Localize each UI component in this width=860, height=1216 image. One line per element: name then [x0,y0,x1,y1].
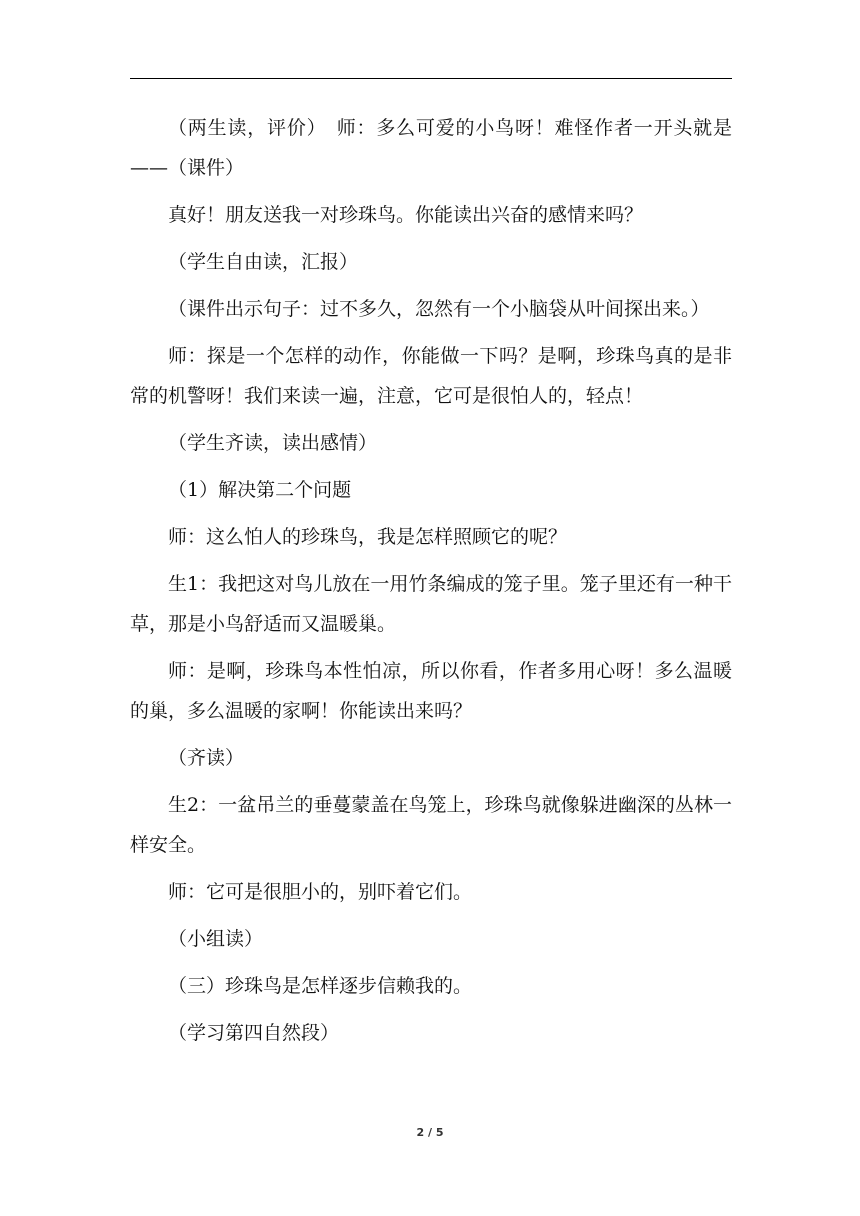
paragraph: （学生自由读，汇报） [168,251,359,273]
paragraph: （三）珍珠鸟是怎样逐步信赖我的。 [168,975,473,997]
paragraph: 师：它可是很胆小的，别吓着它们。 [168,881,473,903]
page-number: 2 / 5 [416,1126,444,1139]
paragraph: （课件出示句子：过不多久，忽然有一个小脑袋从叶间探出来。） [168,298,710,320]
paragraph: （齐读） [168,747,245,769]
paragraph: 真好！朋友送我一对珍珠鸟。你能读出兴奋的感情来吗？ [168,204,644,226]
paragraph: 生2：一盆吊兰的垂蔓蒙盖在鸟笼上，珍珠鸟就像躲进幽深的丛林一样安全。 [130,794,732,856]
paragraph: 师：这么怕人的珍珠鸟，我是怎样照顾它的呢？ [168,526,568,548]
header-rule [130,78,732,79]
paragraph: （学习第四自然段） [168,1022,340,1044]
paragraph: （小组读） [168,928,264,950]
document-body [130,108,732,1060]
paragraph: （两生读，评价） 师：多么可爱的小鸟呀！难怪作者一开头就是——（课件） [130,117,732,179]
paragraph: （1）解决第二个问题 [168,479,352,501]
paragraph: （学生齐读，读出感情） [168,432,378,454]
paragraph: 师：探是一个怎样的动作，你能做一下吗？是啊，珍珠鸟真的是非常的机警呀！我们来读一遍，注意，它可是很怕人的，轻点！ [130,345,732,407]
paragraph: 生1：我把这对鸟儿放在一用竹条编成的笼子里。笼子里还有一种干草，那是小鸟舒适而又温暖巢。 [130,573,732,635]
paragraph: 师：是啊，珍珠鸟本性怕凉，所以你看，作者多用心呀！多么温暖的巢，多么温暖的家啊！你能读出来吗？ [130,660,732,722]
